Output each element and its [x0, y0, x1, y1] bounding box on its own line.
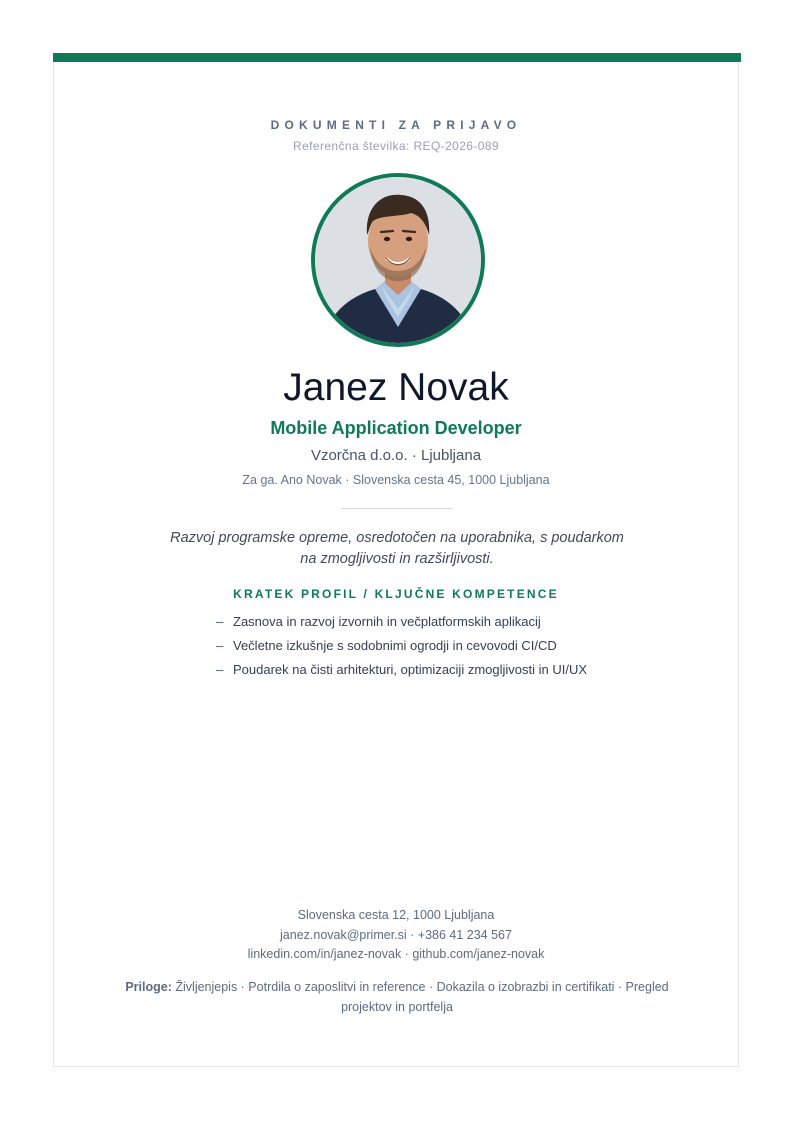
- bullet-dash: –: [216, 614, 224, 629]
- attachments-line: [114, 978, 680, 1017]
- contact-block: [54, 906, 738, 965]
- portrait-illustration: [315, 177, 481, 343]
- contact-email-phone[interactable]: janez.novak@primer.si · +386 41 234 567: [280, 927, 512, 942]
- section-heading-profile: KRATEK PROFIL / KLJUČNE KOMPETENCE: [233, 587, 559, 601]
- bullet-dash: –: [216, 638, 224, 653]
- company-location: Vzorčna d.o.o. · Ljubljana: [310, 447, 482, 464]
- job-title: Mobile Application Developer: [270, 418, 522, 438]
- list-item: [216, 658, 587, 682]
- skill-text: Večletne izkušnje s sodobnimi ogrodji in cevovodi CI/CD: [233, 638, 557, 653]
- document-label: DOKUMENTI ZA PRIJAVO: [270, 118, 522, 132]
- profile-photo: [311, 173, 485, 347]
- attachments-list: Življenjepis · Potrdila o zaposlitvi in reference · Dokazila o izobrazbi in certifikati · Pregled projektov in portfelja: [175, 980, 669, 1014]
- skill-text: Zasnova in razvoj izvornih in večplatformskih aplikacij: [233, 614, 541, 629]
- reference-number: Referenčna številka: REQ-2026-089: [293, 139, 499, 153]
- skill-text: Poudarek na čisti arhitekturi, optimizaciji zmogljivosti in UI/UX: [233, 662, 588, 677]
- contact-address: Slovenska cesta 12, 1000 Ljubljana: [297, 908, 495, 922]
- accent-top-bar: [53, 53, 741, 62]
- list-item: [216, 610, 587, 634]
- attachments-label: Priloge:: [125, 980, 172, 994]
- recipient-address: Za ga. Ano Novak · Slovenska cesta 45, 1000 Ljubljana: [242, 473, 550, 487]
- skills-list: [216, 610, 587, 682]
- contact-links[interactable]: linkedin.com/in/janez-novak · github.com/janez-novak: [247, 947, 545, 961]
- divider: [341, 508, 453, 509]
- list-item: [216, 634, 587, 658]
- bullet-dash: –: [216, 662, 224, 677]
- profile-summary: Razvoj programske opreme, osredotočen na uporabnika, s poudarkom na zmogljivosti in razširljivosti.: [170, 530, 624, 567]
- applicant-name: Janez Novak: [283, 366, 509, 409]
- application-document: [53, 53, 739, 1067]
